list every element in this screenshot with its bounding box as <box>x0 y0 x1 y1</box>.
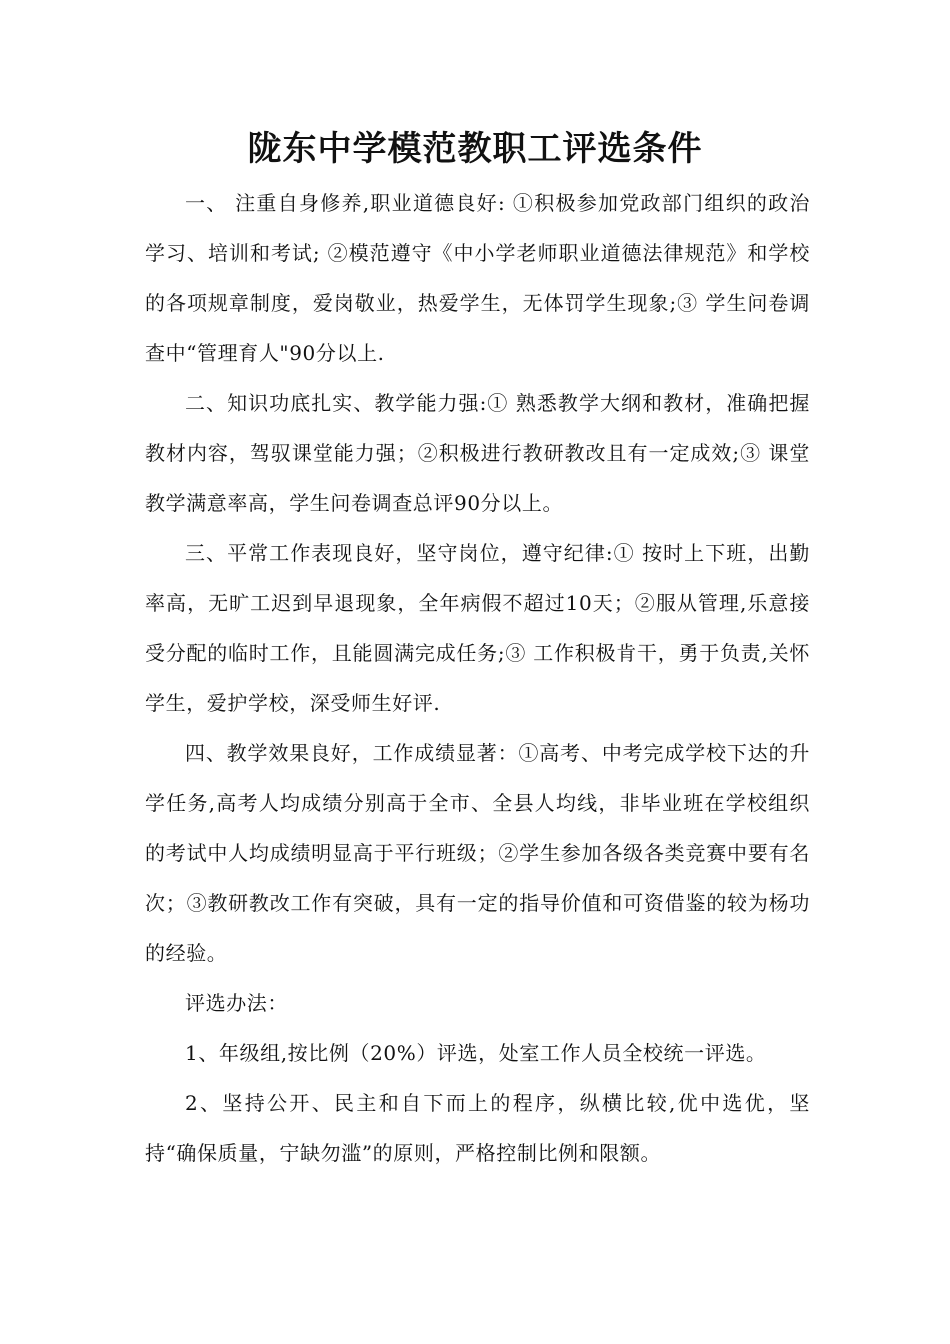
paragraph-criterion-1: 一、 注重自身修养,职业道德良好: ①积极参加党政部门组织的政治学习、培训和考试; ②模范遵守《中小学老师职业道德法律规范》和学校的各项规章制度，爱岗敬业，热爱学生，无体罚学生现象;③ 学生问卷调查中“管理育人"90分以上. <box>145 191 810 365</box>
selection-method-item-2: 2、坚持公开、民主和自下而上的程序，纵横比较,优中选优，坚持“确保质量，宁缺勿滥”的原则，严格控制比例和限额。 <box>145 1091 810 1165</box>
selection-method-item-1: 1、年级组,按比例（20%）评选，处室工作人员全校统一评选。 <box>185 1041 767 1065</box>
document-title: 陇东中学模范教职工评选条件 <box>247 129 703 169</box>
paragraph-criterion-2: 二、知识功底扎实、教学能力强:① 熟悉教学大纲和教材，准确把握教材内容，驾驭课堂能力强；②积极进行教研教改且有一定成效;③ 课堂教学满意率高，学生问卷调查总评90分以上。 <box>145 391 810 515</box>
document-body <box>145 178 810 1178</box>
selection-method-heading: 评选办法： <box>185 991 288 1015</box>
paragraph-criterion-4: 四、教学效果良好，工作成绩显著：①高考、中考完成学校下达的升学任务,高考人均成绩分别高于全市、全县人均线，非毕业班在学校组织的考试中人均成绩明显高于平行班级；②学生参加各级各类竞赛中要有名次；③教研教改工作有突破，具有一定的指导价值和可资借鉴的较为杨功的经验。 <box>145 741 810 965</box>
paragraph-criterion-3: 三、平常工作表现良好，坚守岗位，遵守纪律:① 按时上下班，出勤率高，无旷工迟到早退现象，全年病假不超过10天；②服从管理,乐意接受分配的临时工作，且能圆满完成任务;③ 工作积极肯干，勇于负责,关怀学生，爱护学校，深受师生好评. <box>145 541 810 715</box>
